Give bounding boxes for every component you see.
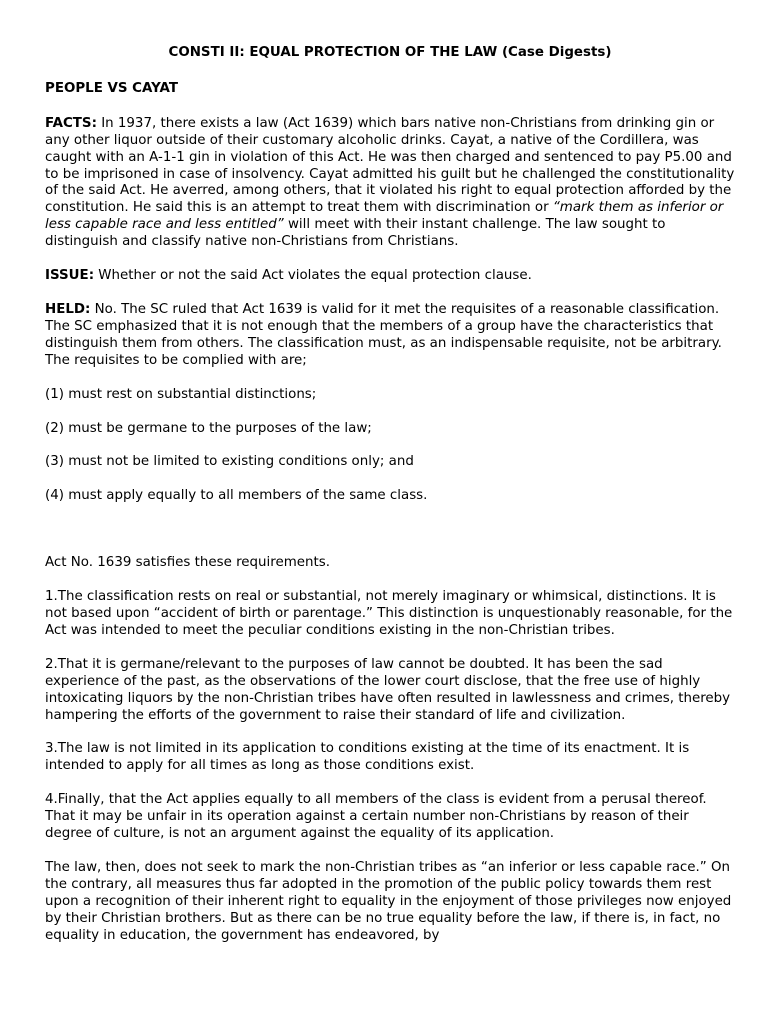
held-label: HELD: xyxy=(45,301,91,317)
case-title: PEOPLE VS CAYAT xyxy=(45,80,178,96)
facts-text-2: will meet with their instant challenge. The law sought to distinguish and classify native non-Christians from Christians. xyxy=(45,217,666,250)
facts-label: FACTS: xyxy=(45,115,97,131)
document-page xyxy=(45,45,735,962)
held-text: No. The SC ruled that Act 1639 is valid for it met the requisites of a reasonable classification. The SC emphasized that it is not enough that the members of a group have the characteristics that distinguish them from others. The classification must, as an indispensable requisite, not be arbitrary. The requisites to be complied with are; xyxy=(45,301,722,368)
facts-text-1: In 1937, there exists a law (Act 1639) which bars native non-Christians from drinking gin or any other liquor outside of their customary alcoholic drinks. Cayat, a native of the Cordillera, was caught with an A-1-1 gin in violation of this Act. He was then charged and sentenced to pay P5.00 and to be imprisoned in case of insolvency. Cayat admitted his guilt but he challenged the constitutionality of the said Act. He averred, among others, that it violated his right to equal protection afforded by the constitution. He said this is an attempt to treat them with discrimination or xyxy=(45,115,735,216)
point-paragraph: 2.That it is germane/relevant to the purposes of law cannot be doubted. It has been the sad experience of the past, as the observations of the lower court disclose, that the free use of highly intoxicating liquors by the non-Christian tribes have often resulted in lawlessness and crimes, thereby hampering the efforts of the government to raise their standard of life and civilization. xyxy=(45,656,731,723)
point-paragraph: 4.Finally, that the Act applies equally to all members of the class is evident from a perusal thereof. That it may be unfair in its operation against a certain number non-Christians by reason of their degree of culture, is not an argument against the equality of its application. xyxy=(45,792,707,842)
issue-label: ISSUE: xyxy=(45,268,95,284)
requisite-item: (1) must rest on substantial distinctions; xyxy=(45,386,317,402)
closing-paragraph: The law, then, does not seek to mark the non-Christian tribes as “an inferior or less capable race.” On the contrary, all measures thus far adopted in the promotion of the public policy towards them rest upon a recognition of their inherent right to equality in the enjoyment of those privileges now enjoyed by their Christian brothers. But as there can be no true equality before the law, if there is, in fact, no equality in education, the government has endeavored, by xyxy=(45,860,732,943)
issue-paragraph xyxy=(45,268,735,285)
point-paragraph: 3.The law is not limited in its application to conditions existing at the time of its enactment. It is intended to apply for all times as long as those conditions exist. xyxy=(45,741,690,774)
point-paragraph: 1.The classification rests on real or substantial, not merely imaginary or whimsical, distinctions. It is not based upon “accident of birth or parentage.” This distinction is unquestionably reasonable, for the Act was intended to meet the peculiar conditions existing in the non-Christian tribes. xyxy=(45,589,733,638)
requisite-item: (2) must be germane to the purposes of the law; xyxy=(45,420,372,436)
requisite-item: (4) must apply equally to all members of the same class. xyxy=(45,488,428,504)
requisite-item: (3) must not be limited to existing conditions only; and xyxy=(45,454,414,470)
issue-text: Whether or not the said Act violates the equal protection clause. xyxy=(94,268,532,284)
facts-paragraph xyxy=(45,116,735,251)
held-paragraph xyxy=(45,302,735,370)
blank-spacer xyxy=(45,522,735,555)
facts-quote: “mark them as inferior or less capable race and less entitled” xyxy=(45,200,724,233)
document-title: CONSTI II: EQUAL PROTECTION OF THE LAW (Case Digests) xyxy=(168,45,612,60)
satisfies-paragraph: Act No. 1639 satisfies these requirements. xyxy=(45,555,330,571)
